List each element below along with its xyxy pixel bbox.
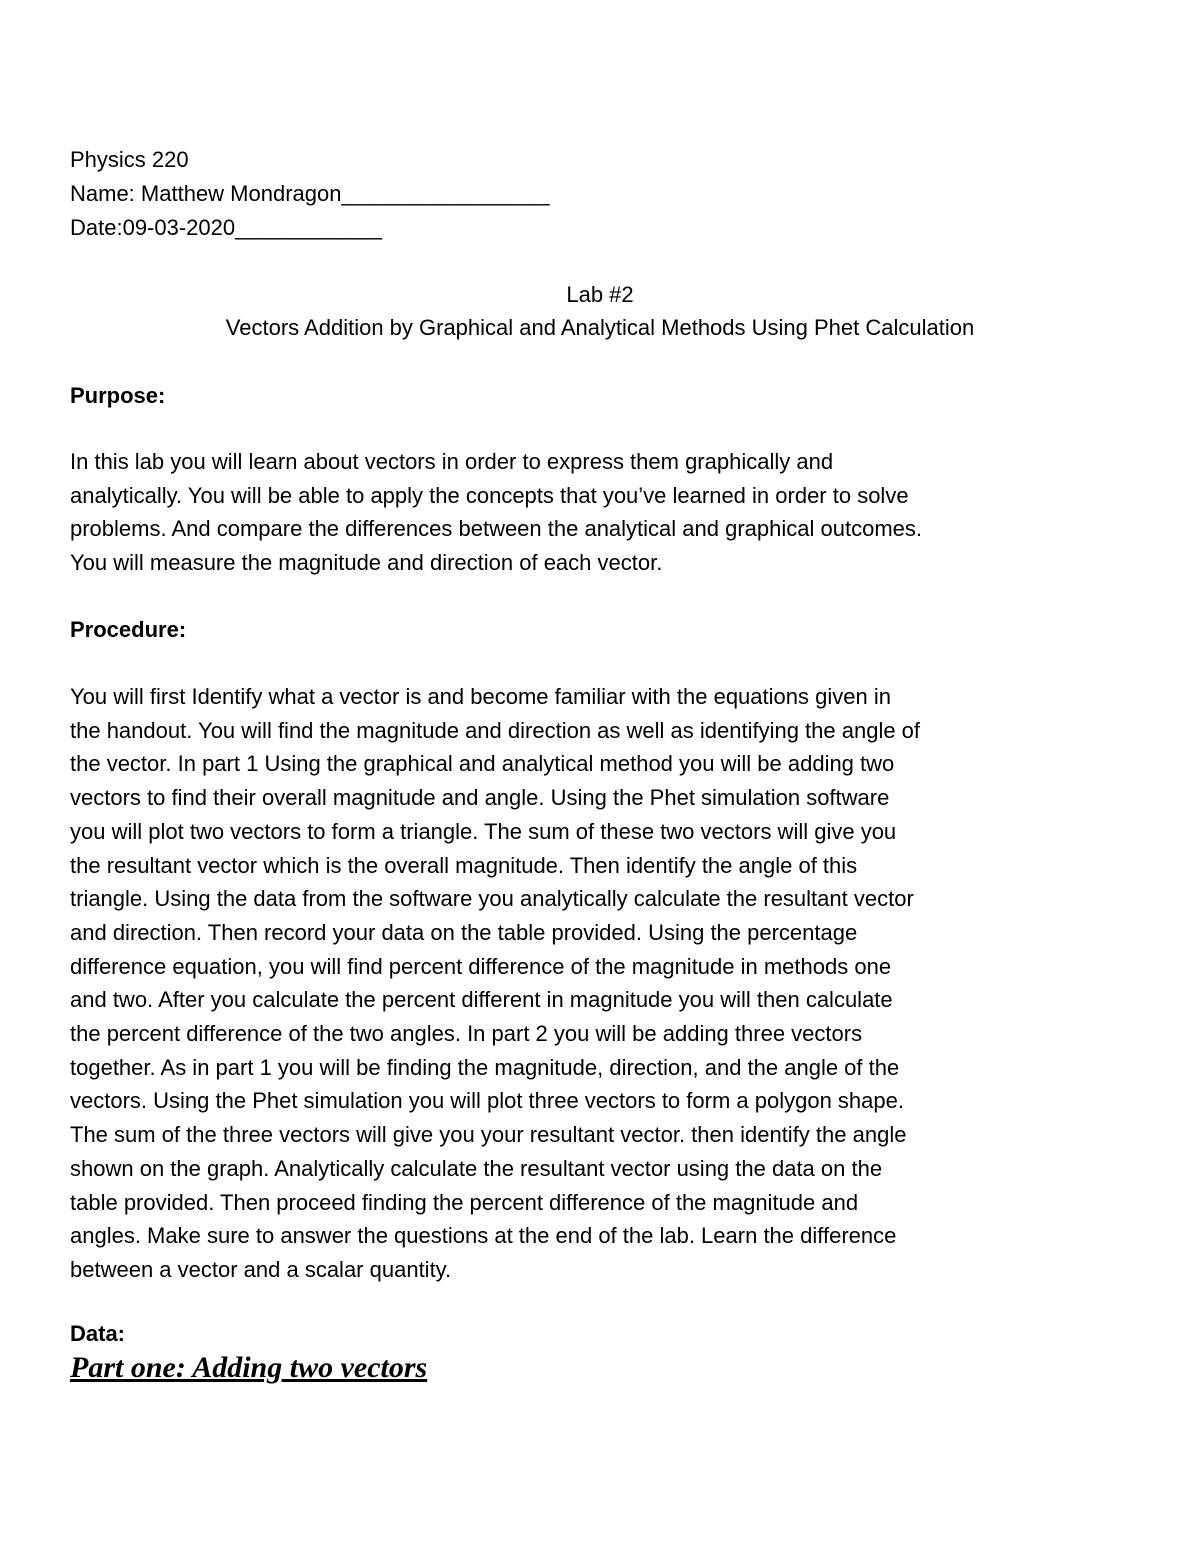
name-line: Name: Matthew Mondragon_________________ <box>70 181 550 206</box>
lab-number: Lab #2 <box>566 282 634 307</box>
procedure-line: The sum of the three vectors will give you your resultant vector. then identify the angle <box>70 1122 907 1148</box>
procedure-line: vectors to find their overall magnitude and angle. Using the Phet simulation software <box>70 785 890 811</box>
procedure-line: angles. Make sure to answer the questions at the end of the lab. Learn the difference <box>70 1223 897 1249</box>
purpose-line: problems. And compare the differences between the analytical and graphical outcomes. <box>70 516 922 542</box>
procedure-line: the resultant vector which is the overall magnitude. Then identify the angle of this <box>70 852 858 878</box>
procedure-line: difference equation, you will find percent difference of the magnitude in methods one <box>70 953 892 979</box>
course-label: Physics 220 <box>70 147 189 172</box>
procedure-line: and direction. Then record your data on the table provided. Using the percentage <box>70 919 858 945</box>
purpose-line: In this lab you will learn about vectors in order to express them graphically and <box>70 449 834 474</box>
procedure-line: You will first Identify what a vector is and become familiar with the equations given in <box>70 684 891 709</box>
data-heading: Data: <box>70 1321 126 1346</box>
procedure-line: the handout. You will find the magnitude and direction as well as identifying the angle of <box>70 717 921 743</box>
part-one-heading: Part one: Adding two vectors <box>70 1351 428 1384</box>
procedure-line: vectors. Using the Phet simulation you will plot three vectors to form a polygon shape. <box>70 1088 904 1114</box>
purpose-line: You will measure the magnitude and direction of each vector. <box>70 550 663 576</box>
procedure-line: between a vector and a scalar quantity. <box>70 1256 452 1282</box>
procedure-line: the percent difference of the two angles. In part 2 you will be adding three vectors <box>70 1021 863 1047</box>
procedure-line: and two. After you calculate the percent different in magnitude you will then calculate <box>70 987 893 1013</box>
procedure-heading: Procedure: <box>70 617 187 642</box>
date-line: Date:09-03-2020____________ <box>70 215 382 240</box>
lab-subtitle: Vectors Addition by Graphical and Analytical Methods Using Phet Calculation <box>225 315 975 340</box>
procedure-line: you will plot two vectors to form a triangle. The sum of these two vectors will give you <box>70 818 897 844</box>
procedure-paragraph <box>70 680 1070 1287</box>
procedure-line: shown on the graph. Analytically calculate the resultant vector using the data on the <box>70 1155 883 1181</box>
procedure-line: together. As in part 1 you will be finding the magnitude, direction, and the angle of the <box>70 1054 900 1080</box>
procedure-line: the vector. In part 1 Using the graphical and analytical method you will be adding two <box>70 751 895 777</box>
procedure-line: triangle. Using the data from the software you analytically calculate the resultant vector <box>70 886 914 912</box>
purpose-paragraph <box>70 445 1070 580</box>
purpose-heading: Purpose: <box>70 383 166 408</box>
procedure-line: table provided. Then proceed finding the percent difference of the magnitude and <box>70 1189 859 1215</box>
purpose-line: analytically. You will be able to apply the concepts that you’ve learned in order to solve <box>70 482 909 508</box>
